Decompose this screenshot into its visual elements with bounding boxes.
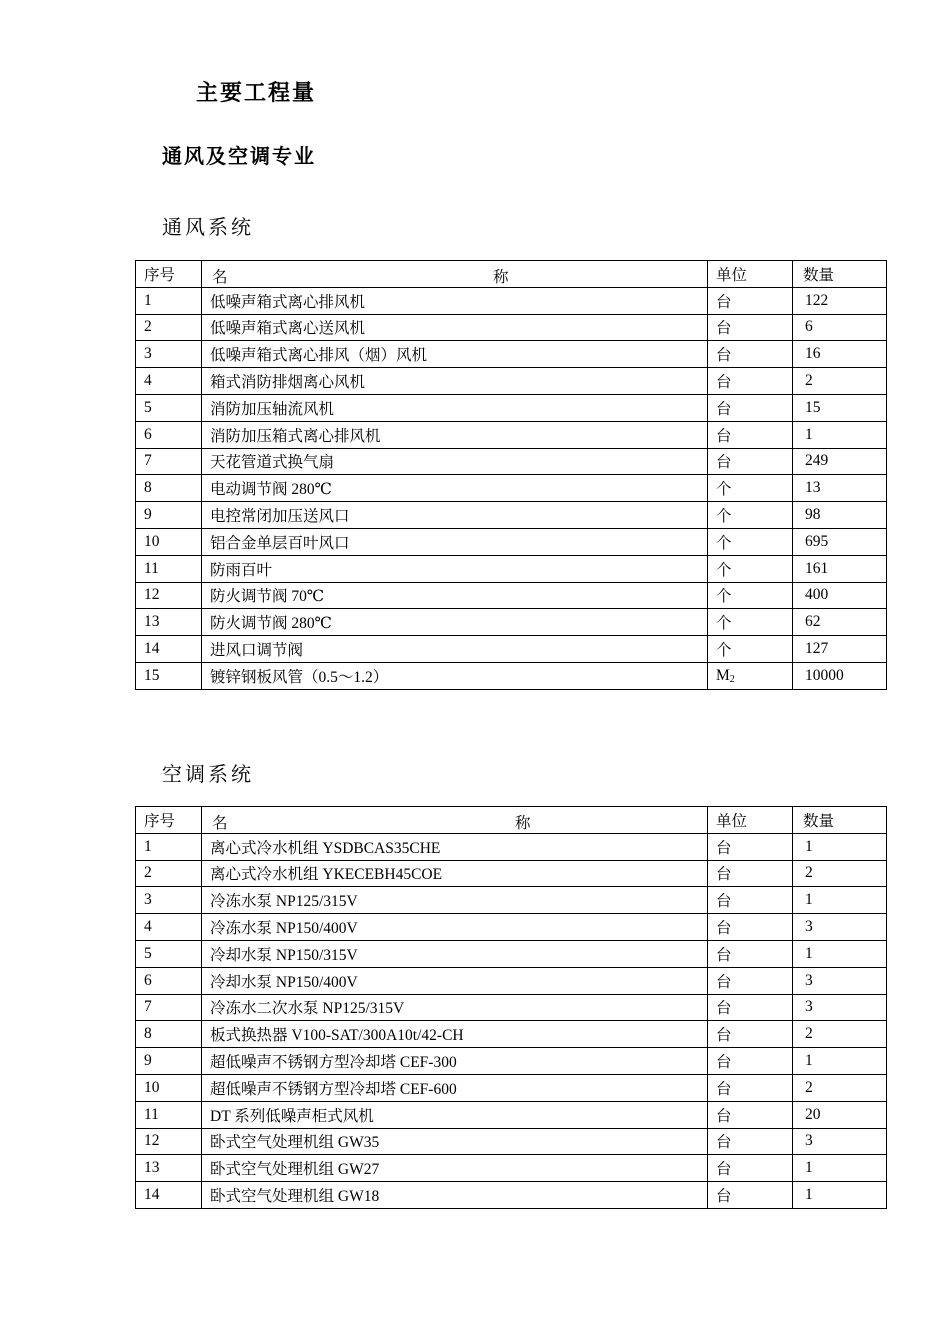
cell-no: 12 [136, 1128, 202, 1155]
cell-name: 低噪声箱式离心排风（烟）风机 [202, 341, 708, 368]
cell-qty: 249 [793, 448, 887, 475]
cell-no: 11 [136, 1101, 202, 1128]
header-qty: 数量 [793, 807, 887, 834]
cell-name: 冷冻水泵 NP125/315V [202, 887, 708, 914]
table-row [136, 1074, 887, 1101]
cell-qty: 2 [793, 1021, 887, 1048]
cell-unit: 个 [708, 502, 793, 529]
cell-no: 9 [136, 502, 202, 529]
cell-no: 2 [136, 314, 202, 341]
ventilation-table [135, 260, 887, 690]
cell-unit: 个 [708, 636, 793, 663]
cell-no: 14 [136, 1182, 202, 1209]
table-header-row [136, 807, 887, 834]
cell-no: 10 [136, 1074, 202, 1101]
table-row [136, 940, 887, 967]
cell-qty: 13 [793, 475, 887, 502]
cell-no: 7 [136, 994, 202, 1021]
table-row [136, 1021, 887, 1048]
table-row [136, 341, 887, 368]
cell-qty: 15 [793, 394, 887, 421]
table-row [136, 994, 887, 1021]
table-row [136, 314, 887, 341]
header-name-part-1: 名 [212, 269, 228, 286]
cell-name: 超低噪声不锈钢方型冷却塔 CEF-600 [202, 1074, 708, 1101]
cell-name: 板式换热器 V100-SAT/300A10t/42-CH [202, 1021, 708, 1048]
cell-name: 冷冻水泵 NP150/400V [202, 914, 708, 941]
cell-unit: 台 [708, 1128, 793, 1155]
cell-name: 离心式冷水机组 YSDBCAS35CHE [202, 833, 708, 860]
cell-name: 卧式空气处理机组 GW27 [202, 1155, 708, 1182]
cell-unit: 台 [708, 421, 793, 448]
cell-name: 天花管道式换气扇 [202, 448, 708, 475]
table-row [136, 555, 887, 582]
cell-unit: 台 [708, 287, 793, 314]
cell-no: 3 [136, 341, 202, 368]
cell-no: 1 [136, 287, 202, 314]
cell-unit: 台 [708, 394, 793, 421]
table-row [136, 1182, 887, 1209]
table-row [136, 394, 887, 421]
cell-no: 5 [136, 940, 202, 967]
cell-name: 铝合金单层百叶风口 [202, 528, 708, 555]
table-row [136, 421, 887, 448]
cell-name: 超低噪声不锈钢方型冷却塔 CEF-300 [202, 1048, 708, 1075]
page-subtitle: 通风及空调专业 [162, 144, 316, 168]
table-row [136, 609, 887, 636]
cell-name: 冷却水泵 NP150/315V [202, 940, 708, 967]
air-conditioning-table-body [136, 833, 887, 1208]
cell-name: 冷却水泵 NP150/400V [202, 967, 708, 994]
page-title: 主要工程量 [196, 81, 317, 106]
cell-name: 离心式冷水机组 YKECEBH45COE [202, 860, 708, 887]
cell-unit [708, 662, 793, 689]
ventilation-table-body [136, 287, 887, 689]
cell-no: 12 [136, 582, 202, 609]
cell-name: 低噪声箱式离心排风机 [202, 287, 708, 314]
cell-qty: 400 [793, 582, 887, 609]
cell-no: 9 [136, 1048, 202, 1075]
table-row [136, 287, 887, 314]
cell-qty: 98 [793, 502, 887, 529]
table-row [136, 582, 887, 609]
table-row [136, 475, 887, 502]
cell-unit: 台 [708, 368, 793, 395]
table-row [136, 967, 887, 994]
cell-no: 4 [136, 914, 202, 941]
cell-no: 2 [136, 860, 202, 887]
header-name-part-2: 称 [515, 815, 531, 832]
table-row [136, 1155, 887, 1182]
cell-qty: 6 [793, 314, 887, 341]
header-no: 序号 [136, 807, 202, 834]
cell-unit: 个 [708, 528, 793, 555]
cell-unit: 台 [708, 914, 793, 941]
cell-unit: 台 [708, 1155, 793, 1182]
cell-unit: 台 [708, 833, 793, 860]
cell-no: 4 [136, 368, 202, 395]
header-name [202, 807, 708, 834]
cell-qty: 122 [793, 287, 887, 314]
cell-qty: 3 [793, 914, 887, 941]
cell-no: 3 [136, 887, 202, 914]
table-row [136, 1128, 887, 1155]
cell-qty: 1 [793, 421, 887, 448]
cell-qty: 1 [793, 1048, 887, 1075]
cell-qty: 1 [793, 940, 887, 967]
cell-unit: 个 [708, 582, 793, 609]
cell-qty: 127 [793, 636, 887, 663]
cell-no: 1 [136, 833, 202, 860]
cell-unit: 台 [708, 940, 793, 967]
cell-qty: 20 [793, 1101, 887, 1128]
table-row [136, 528, 887, 555]
cell-unit: 个 [708, 475, 793, 502]
header-unit: 单位 [708, 261, 793, 288]
cell-no: 15 [136, 662, 202, 689]
cell-unit: 台 [708, 1101, 793, 1128]
cell-name: 消防加压轴流风机 [202, 394, 708, 421]
table-header-row [136, 261, 887, 288]
table-row [136, 368, 887, 395]
header-unit: 单位 [708, 807, 793, 834]
cell-qty: 1 [793, 1155, 887, 1182]
cell-unit: 台 [708, 860, 793, 887]
header-qty: 数量 [793, 261, 887, 288]
table-row [136, 833, 887, 860]
table-row [136, 662, 887, 689]
cell-qty: 3 [793, 1128, 887, 1155]
table-row [136, 860, 887, 887]
cell-unit: 台 [708, 967, 793, 994]
cell-unit: 台 [708, 1021, 793, 1048]
cell-qty: 10000 [793, 662, 887, 689]
cell-no: 8 [136, 1021, 202, 1048]
cell-unit: 台 [708, 448, 793, 475]
cell-name: 防雨百叶 [202, 555, 708, 582]
cell-name: 镀锌钢板风管（0.5～1.2） [202, 662, 708, 689]
cell-qty: 3 [793, 967, 887, 994]
cell-qty: 1 [793, 1182, 887, 1209]
cell-unit: 个 [708, 609, 793, 636]
cell-qty: 3 [793, 994, 887, 1021]
cell-unit: 台 [708, 1048, 793, 1075]
header-name [202, 261, 708, 288]
cell-no: 11 [136, 555, 202, 582]
air-conditioning-table [135, 806, 887, 1209]
cell-qty: 695 [793, 528, 887, 555]
cell-qty: 2 [793, 860, 887, 887]
cell-qty: 16 [793, 341, 887, 368]
cell-no: 10 [136, 528, 202, 555]
cell-qty: 62 [793, 609, 887, 636]
cell-name: 电动调节阀 280℃ [202, 475, 708, 502]
cell-no: 5 [136, 394, 202, 421]
cell-unit: 台 [708, 887, 793, 914]
table-row [136, 1101, 887, 1128]
header-name-part-1: 名 [212, 815, 228, 832]
cell-no: 13 [136, 609, 202, 636]
cell-no: 7 [136, 448, 202, 475]
header-no: 序号 [136, 261, 202, 288]
cell-name: 电控常闭加压送风口 [202, 502, 708, 529]
header-name-part-2: 称 [493, 269, 509, 286]
cell-name: 防火调节阀 280℃ [202, 609, 708, 636]
cell-name: 进风口调节阀 [202, 636, 708, 663]
table-row [136, 448, 887, 475]
table-row [136, 887, 887, 914]
cell-unit: 台 [708, 314, 793, 341]
section-heading-ventilation: 通风系统 [162, 215, 254, 239]
unit-subscript: 2 [729, 673, 735, 685]
cell-name: 箱式消防排烟离心风机 [202, 368, 708, 395]
unit-text: M [716, 666, 730, 684]
cell-qty: 161 [793, 555, 887, 582]
cell-unit: 台 [708, 1182, 793, 1209]
table-row [136, 502, 887, 529]
cell-name: 低噪声箱式离心送风机 [202, 314, 708, 341]
cell-name: 卧式空气处理机组 GW35 [202, 1128, 708, 1155]
cell-unit: 个 [708, 555, 793, 582]
section-heading-air-conditioning: 空调系统 [162, 762, 254, 786]
cell-no: 6 [136, 967, 202, 994]
cell-unit: 台 [708, 341, 793, 368]
cell-name: 防火调节阀 70℃ [202, 582, 708, 609]
cell-qty: 2 [793, 368, 887, 395]
cell-name: 冷冻水二次水泵 NP125/315V [202, 994, 708, 1021]
table-row [136, 636, 887, 663]
cell-no: 14 [136, 636, 202, 663]
cell-name: 消防加压箱式离心排风机 [202, 421, 708, 448]
cell-no: 13 [136, 1155, 202, 1182]
cell-unit: 台 [708, 994, 793, 1021]
table-row [136, 1048, 887, 1075]
cell-name: DT 系列低噪声柜式风机 [202, 1101, 708, 1128]
table-row [136, 914, 887, 941]
cell-qty: 1 [793, 887, 887, 914]
cell-unit: 台 [708, 1074, 793, 1101]
cell-qty: 2 [793, 1074, 887, 1101]
cell-no: 6 [136, 421, 202, 448]
cell-no: 8 [136, 475, 202, 502]
cell-name: 卧式空气处理机组 GW18 [202, 1182, 708, 1209]
cell-qty: 1 [793, 833, 887, 860]
